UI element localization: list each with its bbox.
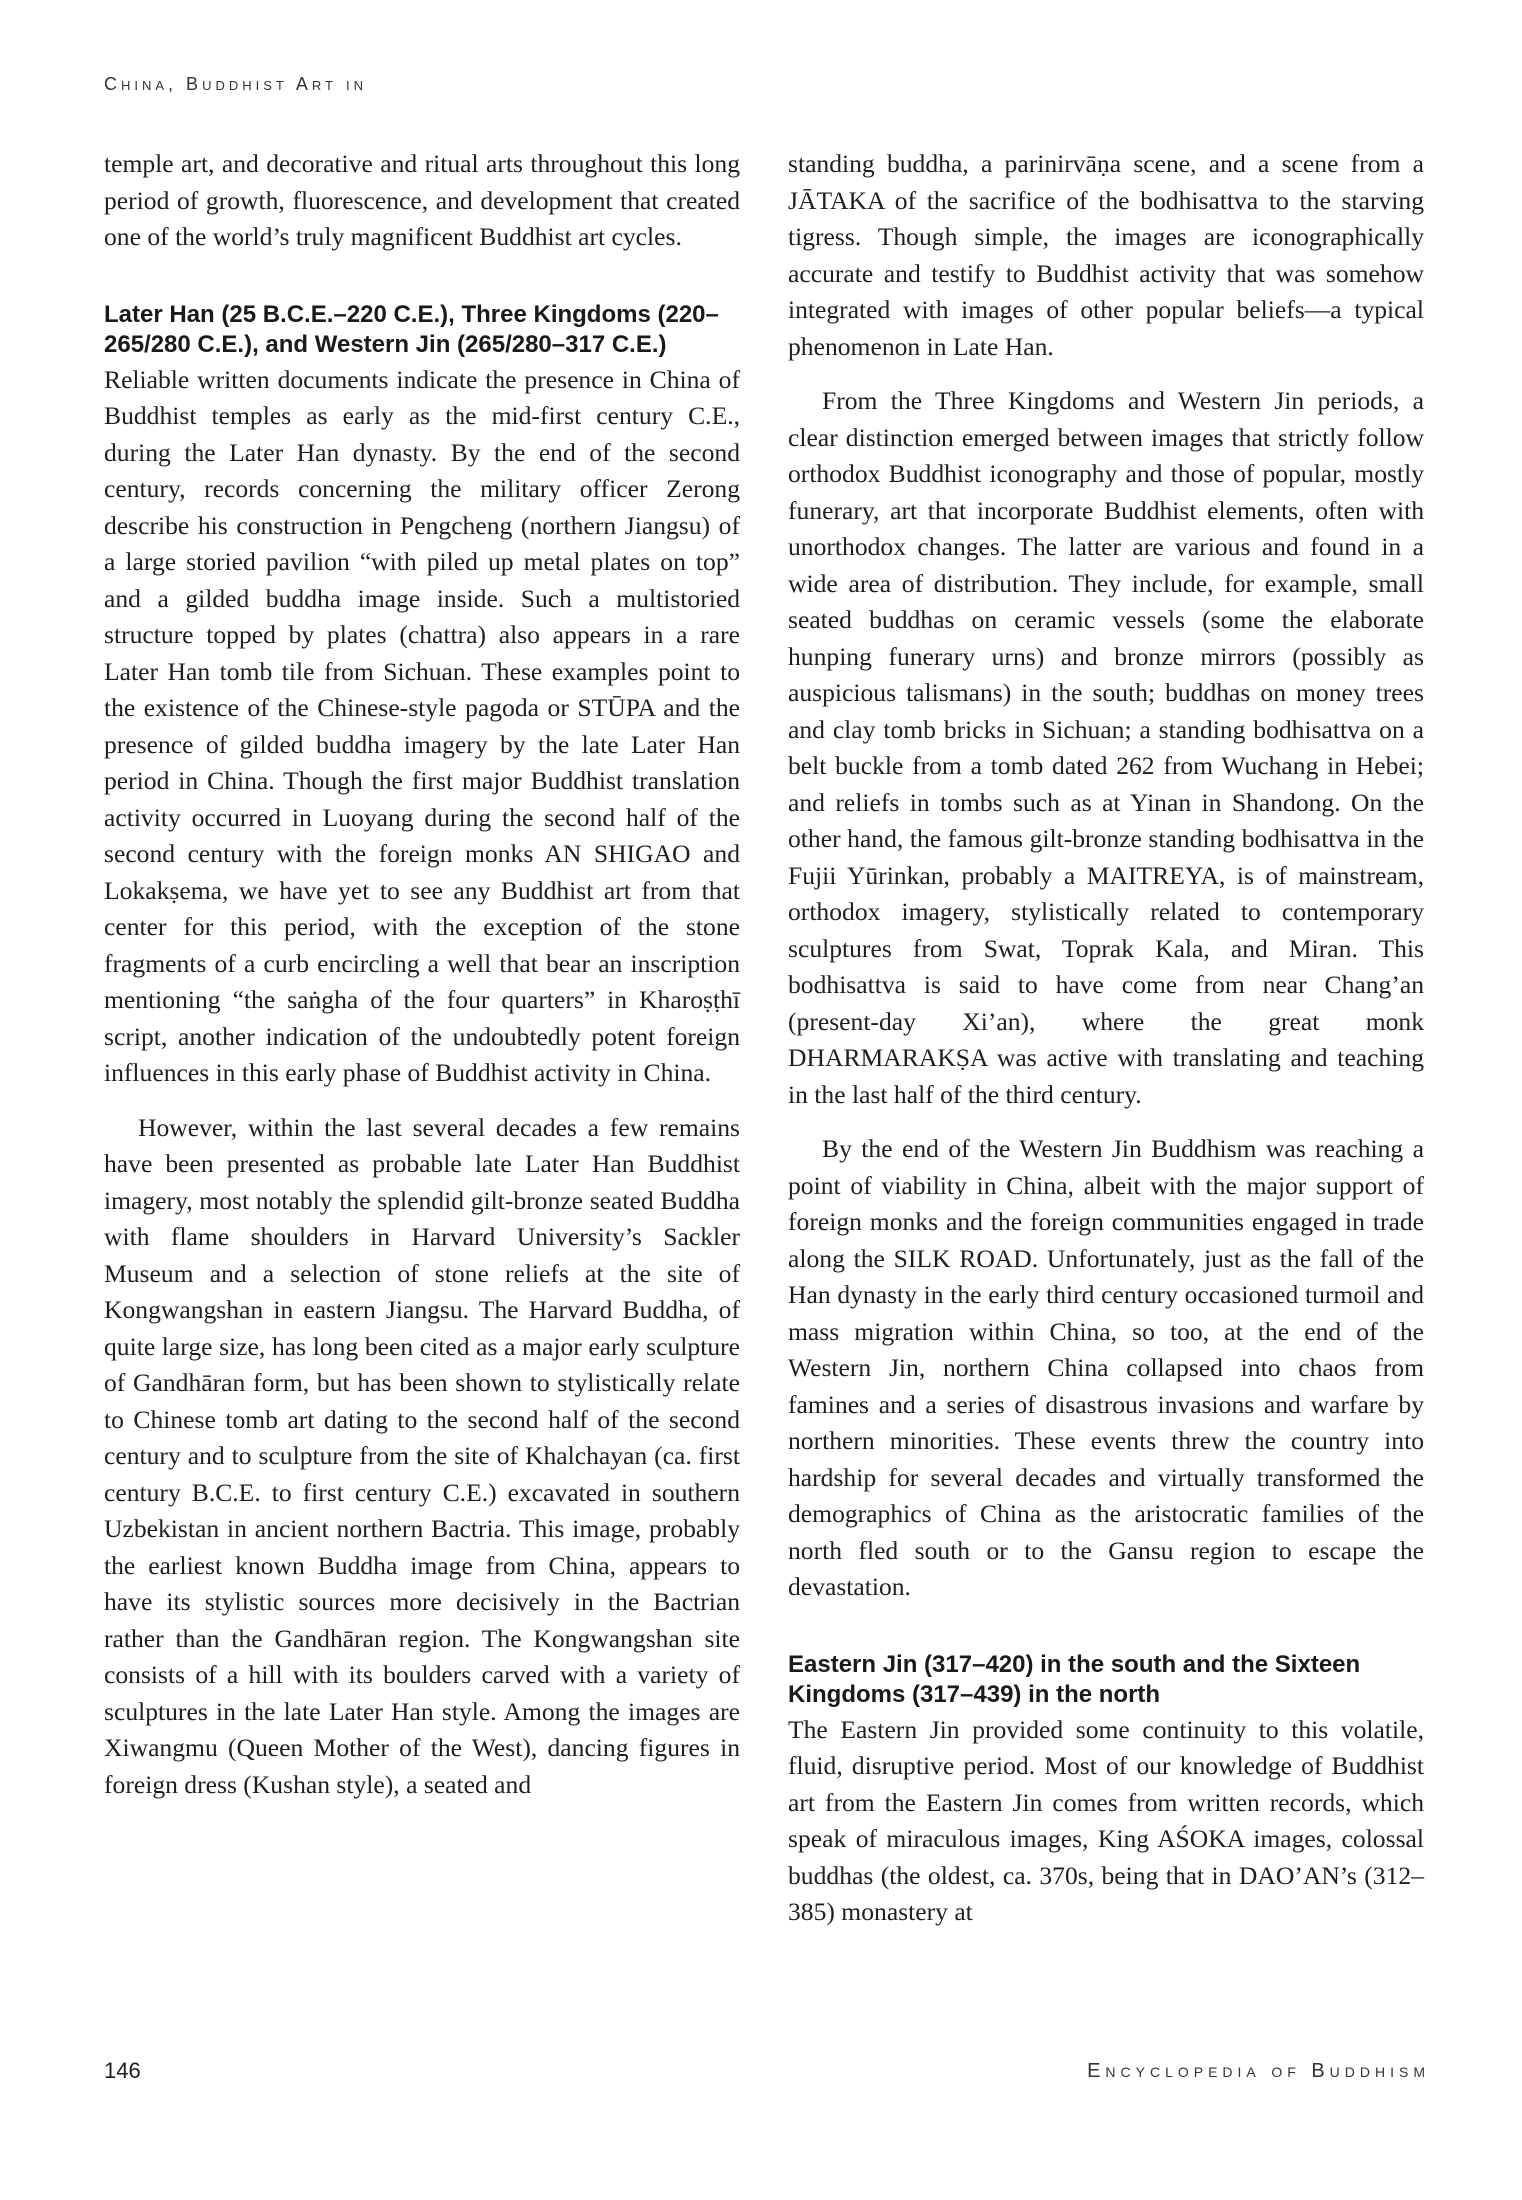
paragraph: Reliable written documents indicate the presence in China of Buddhist temples as early as the mid-first century C.E., during the Later Han dynasty. By the end of the second century, records concerning the military officer Zerong describe his construction in Pengcheng (northern Jiangsu) of a large storied pavilion “with piled up metal plates on top” and a gilded buddha image inside. Such a multistoried structure topped by plates (chattra) also appears in a rare Later Han tomb tile from Sichuan. These examples point to the existence of the Chinese-style pagoda or STŪPA and the presence of gilded buddha imagery by the late Later Han period in China. Though the first major Buddhist translation activity occurred in Luoyang during the second half of the second century with the foreign monks AN SHIGAO and Lokakṣema, we have yet to see any Buddhist art from that center for this period, with the exception of the stone fragments of a curb encircling a well that bear an inscription mentioning “the saṅgha of the four quarters” in Kharoṣṭhī script, another indication of the undoubtedly potent foreign influences in this early phase of Buddhist activity in China.	[104, 364, 740, 1087]
left-column	[104, 146, 740, 1803]
section-heading: Eastern Jin (317–420) in the south and the Sixteen Kingdoms (317–439) in the north	[788, 1650, 1361, 1708]
paragraph: However, within the last several decades a few remains have been presented as probable late Later Han Buddhist imagery, most notably the splendid gilt-bronze seated Buddha with flame shoulders in Harvard University’s Sackler Museum and a selection of stone reliefs at the site of Kongwangshan in eastern Jiangsu. The Harvard Buddha, of quite large size, has long been cited as a major early sculpture of Gandhāran form, but has been shown to stylistically relate to Chinese tomb art dating to the second half of the second century and to sculpture from the site of Khalchayan (ca. first century B.C.E. to first century C.E.) excavated in southern Uzbekistan in ancient northern Bactria. This image, probably the earliest known Buddha image from China, appears to have its stylistic sources more decisively in the Bactrian rather than the Gandhāran region. The Kongwangshan site consists of a hill with its boulders carved with a variety of sculptures in the late Later Han style. Among the images are Xiwangmu (Queen Mother of the West), dancing figures in foreign dress (Kushan style), a seated and	[104, 1112, 740, 1799]
right-column	[788, 146, 1424, 1931]
paragraph: From the Three Kingdoms and Western Jin periods, a clear distinction emerged between images that strictly follow orthodox Buddhist iconography and those of popular, mostly funerary, art that incorporate Buddhist elements, often with unorthodox changes. The latter are various and found in a wide area of distribution. They include, for example, small seated buddhas on ceramic vessels (some the elaborate hunping funerary urns) and bronze mirrors (possibly as auspicious talismans) in the south; buddhas on money trees and clay tomb bricks in Sichuan; a standing bodhisattva on a belt buckle from a tomb dated 262 from Wuchang in Hebei; and reliefs in tombs such as at Yinan in Shandong. On the other hand, the famous gilt-bronze standing bodhisattva in the Fujii Yūrinkan, probably a MAITREYA, is of mainstream, orthodox imagery, stylistically related to contemporary sculptures from Swat, Toprak Kala, and Miran. This bodhisattva is said to have come from near Chang’an (present-day Xi’an), where the great monk DHARMARAKṢA was active with translating and teaching in the last half of the third century.	[788, 386, 1424, 1109]
running-foot: Encyclopedia of Buddhism	[1087, 2060, 1430, 2082]
paragraph: temple art, and decorative and ritual arts throughout this long period of growth, fluorescence, and development that created one of the world’s truly magnificent Buddhist art cycles.	[104, 149, 740, 251]
section-heading: Later Han (25 B.C.E.–220 C.E.), Three Kingdoms (220–265/280 C.E.), and Western Jin (265/280–317 C.E.)	[104, 300, 719, 358]
paragraph: By the end of the Western Jin Buddhism was reaching a point of viability in China, albeit with the major support of foreign monks and the foreign communities engaged in trade along the SILK ROAD. Unfortunately, just as the fall of the Han dynasty in the early third century occasioned turmoil and mass migration within China, so too, at the end of the Western Jin, northern China collapsed into chaos from famines and a series of disastrous invasions and warfare by northern minorities. These events threw the country into hardship for several decades and virtually transformed the demographics of China as the aristocratic families of the north fled south or to the Gansu region to escape the devastation.	[788, 1134, 1424, 1601]
paragraph: The Eastern Jin provided some continuity to this volatile, fluid, disruptive period. Most of our knowledge of Buddhist art from the Eastern Jin comes from written records, which speak of miraculous images, King AŚOKA images, colossal buddhas (the oldest, ca. 370s, being that in DAO’AN’s (312–385) monastery at	[788, 1714, 1424, 1926]
running-head: China, Buddhist Art in	[104, 74, 367, 94]
page-number: 146	[104, 2058, 141, 2083]
paragraph: standing buddha, a parinirvāṇa scene, and a scene from a JĀTAKA of the sacrifice of the bodhisattva to the starving tigress. Though simple, the images are iconographically accurate and testify to Buddhist activity that was somehow integrated with images of other popular beliefs—a typical phenomenon in Late Han.	[788, 149, 1424, 361]
